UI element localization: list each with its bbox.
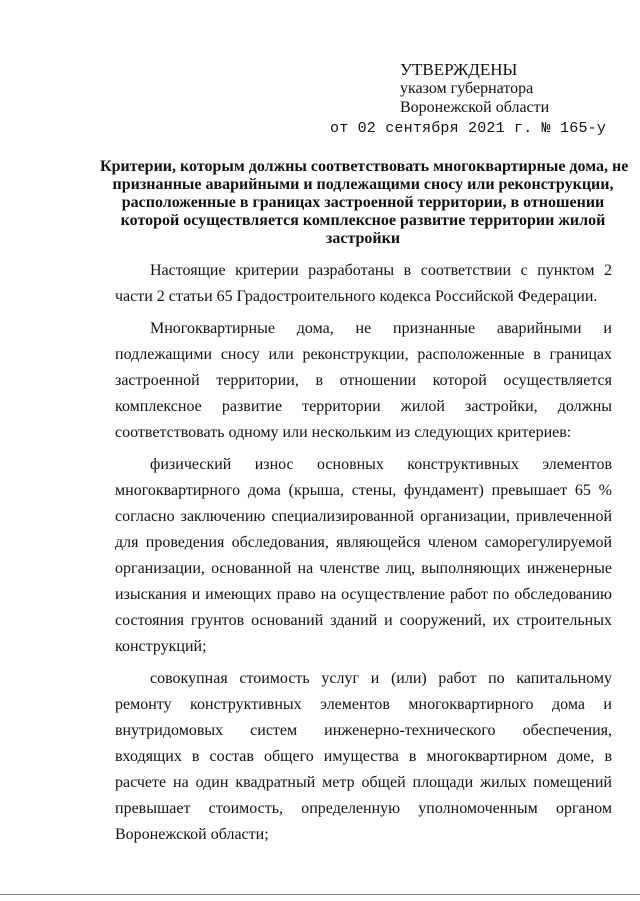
decree-date-number-stamp: от 02 сентября 2021 г. № 165-у xyxy=(330,120,607,137)
document-title xyxy=(100,158,629,248)
title-line: которой осуществляется комплексное развитие территории жилой xyxy=(120,212,606,229)
paragraph-legal-basis: Настоящие критерии разработаны в соответствии с пунктом 2 части 2 статьи 65 Градостроительного кодекса Российской Федерации. xyxy=(115,262,612,305)
document-body xyxy=(115,258,612,854)
approval-block xyxy=(330,60,607,138)
title-line: расположенные в границах застроенной территории, в отношении xyxy=(121,194,605,211)
paragraph-criterion-physical-wear: физический износ основных конструктивных элементов многоквартирного дома (крыша, стены, фундамент) превышает 65 % согласно заключению специализированной организации, привлеченной для проведения обследования, являющейся членом саморегулируемой организации, основанной на членстве лиц, выполняющих инженерные изыскания и имеющих право на осуществление работ по обследованию состояния грунтов оснований зданий и сооружений, их строительных конструкций; xyxy=(115,456,612,655)
title-line: застройки xyxy=(325,230,401,247)
paragraph-criterion-repair-cost: совокупная стоимость услуг и (или) работ по капитальному ремонту конструктивных элементов многоквартирного дома и внутридомовых систем инженерно-технического обеспечения, входящих в состав общего имущества в многоквартирном доме, в расчете на один квадратный метр общей площади жилых помещений превышает стоимость, определенную уполномоченным органом Воронежской области; xyxy=(115,670,612,843)
title-line: признанные аварийными и подлежащими сносу или реконструкции, xyxy=(112,176,614,193)
approval-issuer-line: указом губернатора xyxy=(400,80,534,97)
approval-region-line: Воронежской области xyxy=(400,99,550,116)
approval-heading: УТВЕРЖДЕНЫ xyxy=(400,60,518,79)
title-line: Критерии, которым должны соответствовать многоквартирные дома, не xyxy=(100,158,629,175)
paragraph-criteria-intro: Многоквартирные дома, не признанные аварийными и подлежащими сносу или реконструкции, расположенные в границах застроенной территории, в отношении которой осуществляется комплексное развитие территории жилой застройки, должны соответствовать одному или нескольким из следующих критериев: xyxy=(115,320,612,441)
scan-edge-line xyxy=(0,894,640,895)
